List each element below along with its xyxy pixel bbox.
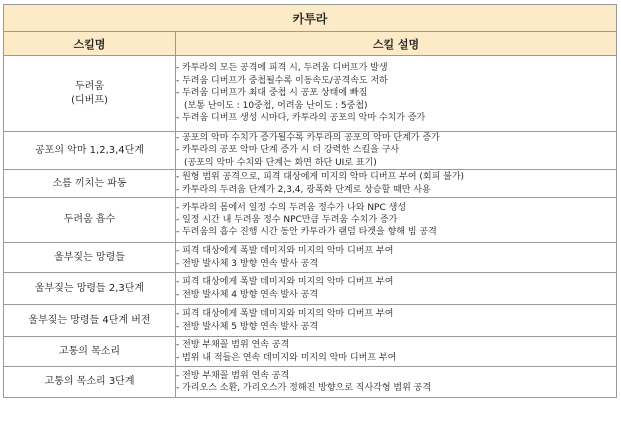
skill-table	[3, 4, 617, 398]
skill-name-cell	[4, 305, 176, 337]
table-row	[4, 132, 617, 170]
table-row	[4, 337, 617, 367]
table-row	[4, 243, 617, 273]
skill-desc-cell	[176, 305, 617, 337]
skill-name: 공포의 악마 1,2,3,4단계	[35, 144, 144, 156]
skill-name-cell	[4, 132, 176, 170]
skill-desc-line: - 카투라의 몸에서 일정 수의 두려움 정수가 나와 NPC 생성	[176, 202, 407, 213]
table-row	[4, 367, 617, 398]
skill-desc-line: - 전방 발사체 5 방향 연속 발사 공격	[176, 321, 319, 332]
skill-name-cell	[4, 273, 176, 305]
skill-desc-line: - 공포의 악마 수치가 증가될수록 카투라의 공포의 악마 단계가 증가	[176, 133, 440, 143]
skill-desc-cell	[176, 273, 617, 305]
skill-name-cell	[4, 170, 176, 198]
table-row	[4, 170, 617, 198]
skill-name: (디버프)	[71, 94, 108, 106]
skill-desc-line: - 카투라의 모든 공격에 피격 시, 두려움 디버프가 발생	[176, 63, 388, 74]
skill-desc-cell	[176, 56, 617, 132]
table-title: 카투라	[4, 5, 617, 32]
skill-name-cell	[4, 367, 176, 398]
header-skill-desc: 스킬 설명	[176, 32, 617, 56]
skill-desc-cell	[176, 170, 617, 198]
skill-desc-line: - 두려움의 흡수 진행 시간 동안 카투라가 랜덤 타겟을 향해 빔 공격	[176, 227, 437, 238]
skill-desc-line: - 피격 대상에게 폭발 데미지와 미지의 악마 디버프 부여	[176, 277, 394, 288]
skill-desc-line: - 전방 발사체 3 방향 연속 발사 공격	[176, 258, 319, 269]
skill-desc-line: - 원형 범위 공격으로, 피격 대상에게 미지의 악마 디버프 부여 (회피 불가)	[176, 172, 465, 183]
skill-desc-line: (공포의 악마 수치와 단계는 화면 하단 UI로 표기)	[184, 157, 377, 168]
skill-desc-line: - 두려움 디버프가 중첩될수록 이동속도/공격속도 저하	[176, 75, 388, 86]
skill-name: 고통의 목소리 3단계	[44, 376, 135, 388]
skill-desc-line: - 카투라의 두려움 단계가 2,3,4, 광폭화 단계로 상승할 때만 사용	[176, 184, 431, 195]
skill-desc-line: - 전방 부채꼴 범위 연속 공격	[176, 370, 290, 381]
table-row	[4, 56, 617, 132]
skill-desc-line: - 범위 내 적들은 연속 데미지와 미지의 악마 디버프 부여	[176, 352, 397, 363]
header-row	[4, 32, 617, 56]
skill-desc-line: - 카투라의 공포 악마 단계 증가 시 더 강력한 스킬을 구사	[176, 145, 400, 156]
skill-name-cell	[4, 337, 176, 367]
skill-desc-cell	[176, 243, 617, 273]
skill-name: 두려움	[75, 80, 104, 92]
skill-desc-cell	[176, 198, 617, 243]
title-row	[4, 5, 617, 32]
skill-desc-line: - 두려움 디버프 생성 시마다, 카투라의 공포의 악마 수치가 증가	[176, 113, 426, 124]
skill-name: 두려움 흡수	[63, 214, 116, 226]
skill-desc-line: - 전방 발사체 4 방향 연속 발사 공격	[176, 289, 319, 300]
skill-desc-line: - 두려움 디버프가 최대 중첩 시 공포 상태에 빠짐	[176, 88, 368, 99]
skill-desc-line: - 피격 대상에게 폭발 데미지와 미지의 악마 디버프 부여	[176, 246, 394, 257]
skill-desc-line: - 전방 부채꼴 범위 연속 공격	[176, 340, 290, 351]
skill-desc-line: - 가리오스 소환, 가리오스가 정해진 방향으로 직사각형 범위 공격	[176, 383, 432, 394]
skill-name: 고통의 목소리	[58, 345, 121, 357]
skill-name: 울부짖는 망령들	[54, 251, 125, 263]
skill-desc-line: - 피격 대상에게 폭발 데미지와 미지의 악마 디버프 부여	[176, 309, 394, 320]
skill-name: 소름 끼치는 파동	[52, 177, 127, 189]
skill-name-cell	[4, 198, 176, 243]
skill-desc-line: (보통 난이도 : 10중첩, 어려움 난이도 : 5중첩)	[184, 100, 368, 111]
skill-desc-cell	[176, 367, 617, 398]
skill-name: 울부짖는 망령들 2,3단계	[34, 282, 145, 294]
skill-name-cell	[4, 243, 176, 273]
skill-desc-cell	[176, 337, 617, 367]
header-skill-name: 스킬명	[4, 32, 176, 56]
skill-desc-line: - 일정 시간 내 두려움 정수 NPC만큼 두려움 수치가 증가	[176, 215, 398, 226]
skill-desc-cell	[176, 132, 617, 170]
table-row	[4, 273, 617, 305]
table-row	[4, 305, 617, 337]
table-row	[4, 198, 617, 243]
skill-name-cell	[4, 56, 176, 132]
skill-name: 울부짖는 망령들 4단계 버전	[28, 314, 151, 326]
